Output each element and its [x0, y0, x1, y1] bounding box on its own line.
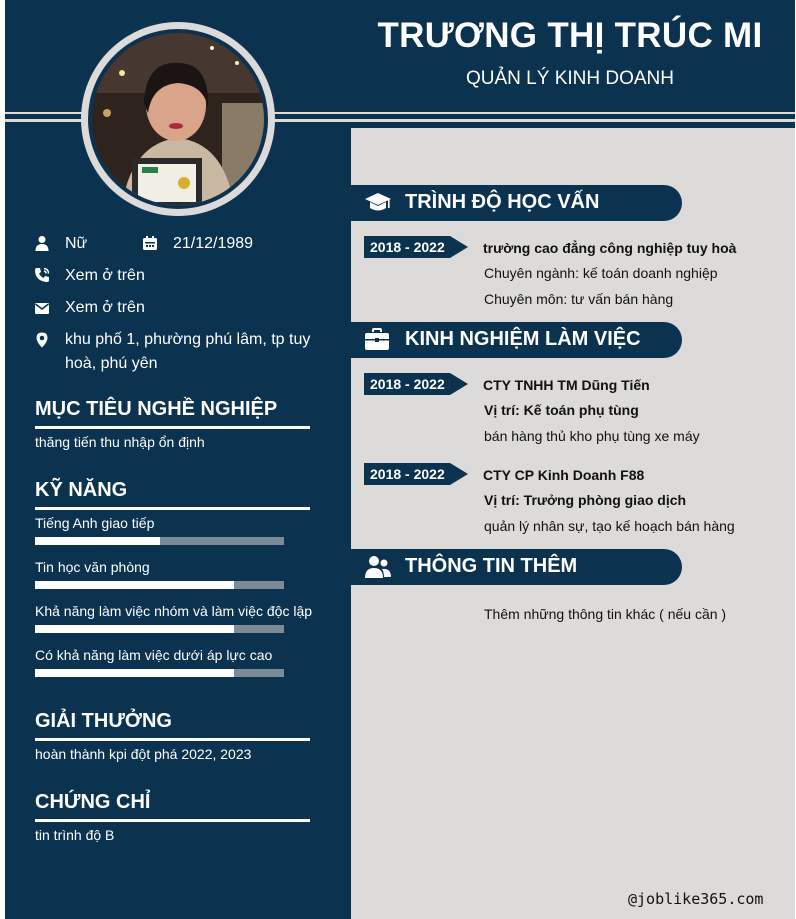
- birthdate-value: 21/12/1989: [173, 235, 254, 252]
- certificates-underline: [35, 819, 310, 822]
- experience-company: CTY CP Kinh Doanh F88: [483, 467, 645, 483]
- users-icon: [364, 555, 392, 579]
- avatar-photo: [92, 33, 264, 205]
- skills-underline: [35, 507, 310, 510]
- experience-date: 2018 - 2022: [370, 466, 445, 482]
- address-line-1: khu phố 1, phường phú lâm, tp tuy: [65, 331, 311, 348]
- candidate-name: TRƯƠNG THỊ TRÚC MI: [377, 16, 763, 55]
- graduation-cap-icon: [364, 191, 392, 215]
- avatar-frame: [81, 22, 275, 216]
- experience-date: 2018 - 2022: [370, 376, 445, 392]
- briefcase-icon: [364, 328, 390, 352]
- objective-text: thăng tiến thu nhập ổn định: [35, 434, 205, 450]
- experience-heading: KINH NGHIỆM LÀM VIỆC: [405, 328, 641, 350]
- objective-heading: MỤC TIÊU NGHỀ NGHIỆP: [35, 398, 278, 420]
- education-school: trường cao đẳng công nghiệp tuy hoà: [483, 240, 737, 256]
- phone-icon: [34, 267, 50, 283]
- education-specialty: Chuyên môn: tư vấn bán hàng: [484, 291, 674, 307]
- email-icon: [34, 300, 50, 316]
- avatar: [92, 33, 264, 205]
- education-header: [351, 185, 682, 221]
- awards-text: hoàn thành kpi đột phá 2022, 2023: [35, 746, 252, 762]
- awards-heading: GIẢI THƯỞNG: [35, 710, 172, 732]
- skill-bar-fill: [35, 625, 234, 633]
- skill-bar: [35, 625, 284, 633]
- skill-label: Có khả năng làm việc dưới áp lực cao: [35, 647, 273, 663]
- user-icon: [34, 235, 50, 251]
- experience-company: CTY TNHH TM Dũng Tiến: [483, 377, 650, 393]
- skill-label: Tin học văn phòng: [35, 559, 150, 575]
- education-heading: TRÌNH ĐỘ HỌC VẤN: [405, 191, 600, 213]
- skill-bar: [35, 669, 284, 677]
- skill-bar-fill: [35, 581, 234, 589]
- skill-bar: [35, 581, 284, 589]
- skill-bar: [35, 537, 284, 545]
- job-title: QUẢN LÝ KINH DOANH: [466, 68, 674, 89]
- experience-position: Vị trí: Trưởng phòng giao dịch: [484, 492, 687, 508]
- watermark: @joblike365.com: [628, 890, 764, 908]
- education-major: Chuyên ngành: kế toán doanh nghiệp: [484, 265, 718, 281]
- objective-underline: [35, 426, 310, 429]
- skill-bar-fill: [35, 537, 160, 545]
- gender-value: Nữ: [65, 235, 88, 252]
- skill-bar-fill: [35, 669, 234, 677]
- cv-page: [5, 0, 795, 919]
- certificates-text: tin trình độ B: [35, 827, 115, 843]
- additional-text: Thêm những thông tin khác ( nếu cần ): [484, 606, 727, 622]
- awards-underline: [35, 738, 310, 741]
- calendar-icon: [142, 235, 158, 251]
- skill-label: Tiếng Anh giao tiếp: [35, 515, 155, 531]
- experience-description: bán hàng thủ kho phụ tùng xe máy: [484, 428, 700, 444]
- additional-header: [351, 549, 682, 585]
- skills-heading: KỸ NĂNG: [35, 479, 128, 501]
- education-date: 2018 - 2022: [370, 239, 445, 255]
- address-line-2: hoà, phú yên: [65, 355, 158, 372]
- experience-position: Vị trí: Kế toán phụ tùng: [484, 402, 639, 418]
- experience-description: quản lý nhân sự, tạo kế hoạch bán hàng: [484, 518, 735, 534]
- experience-header: [351, 322, 682, 358]
- phone-value: Xem ở trên: [65, 267, 145, 284]
- certificates-heading: CHỨNG CHỈ: [35, 791, 151, 813]
- additional-heading: THÔNG TIN THÊM: [405, 555, 578, 577]
- skill-label: Khả năng làm việc nhóm và làm việc độc lập: [35, 603, 313, 619]
- location-icon: [34, 332, 50, 348]
- email-value: Xem ở trên: [65, 299, 145, 316]
